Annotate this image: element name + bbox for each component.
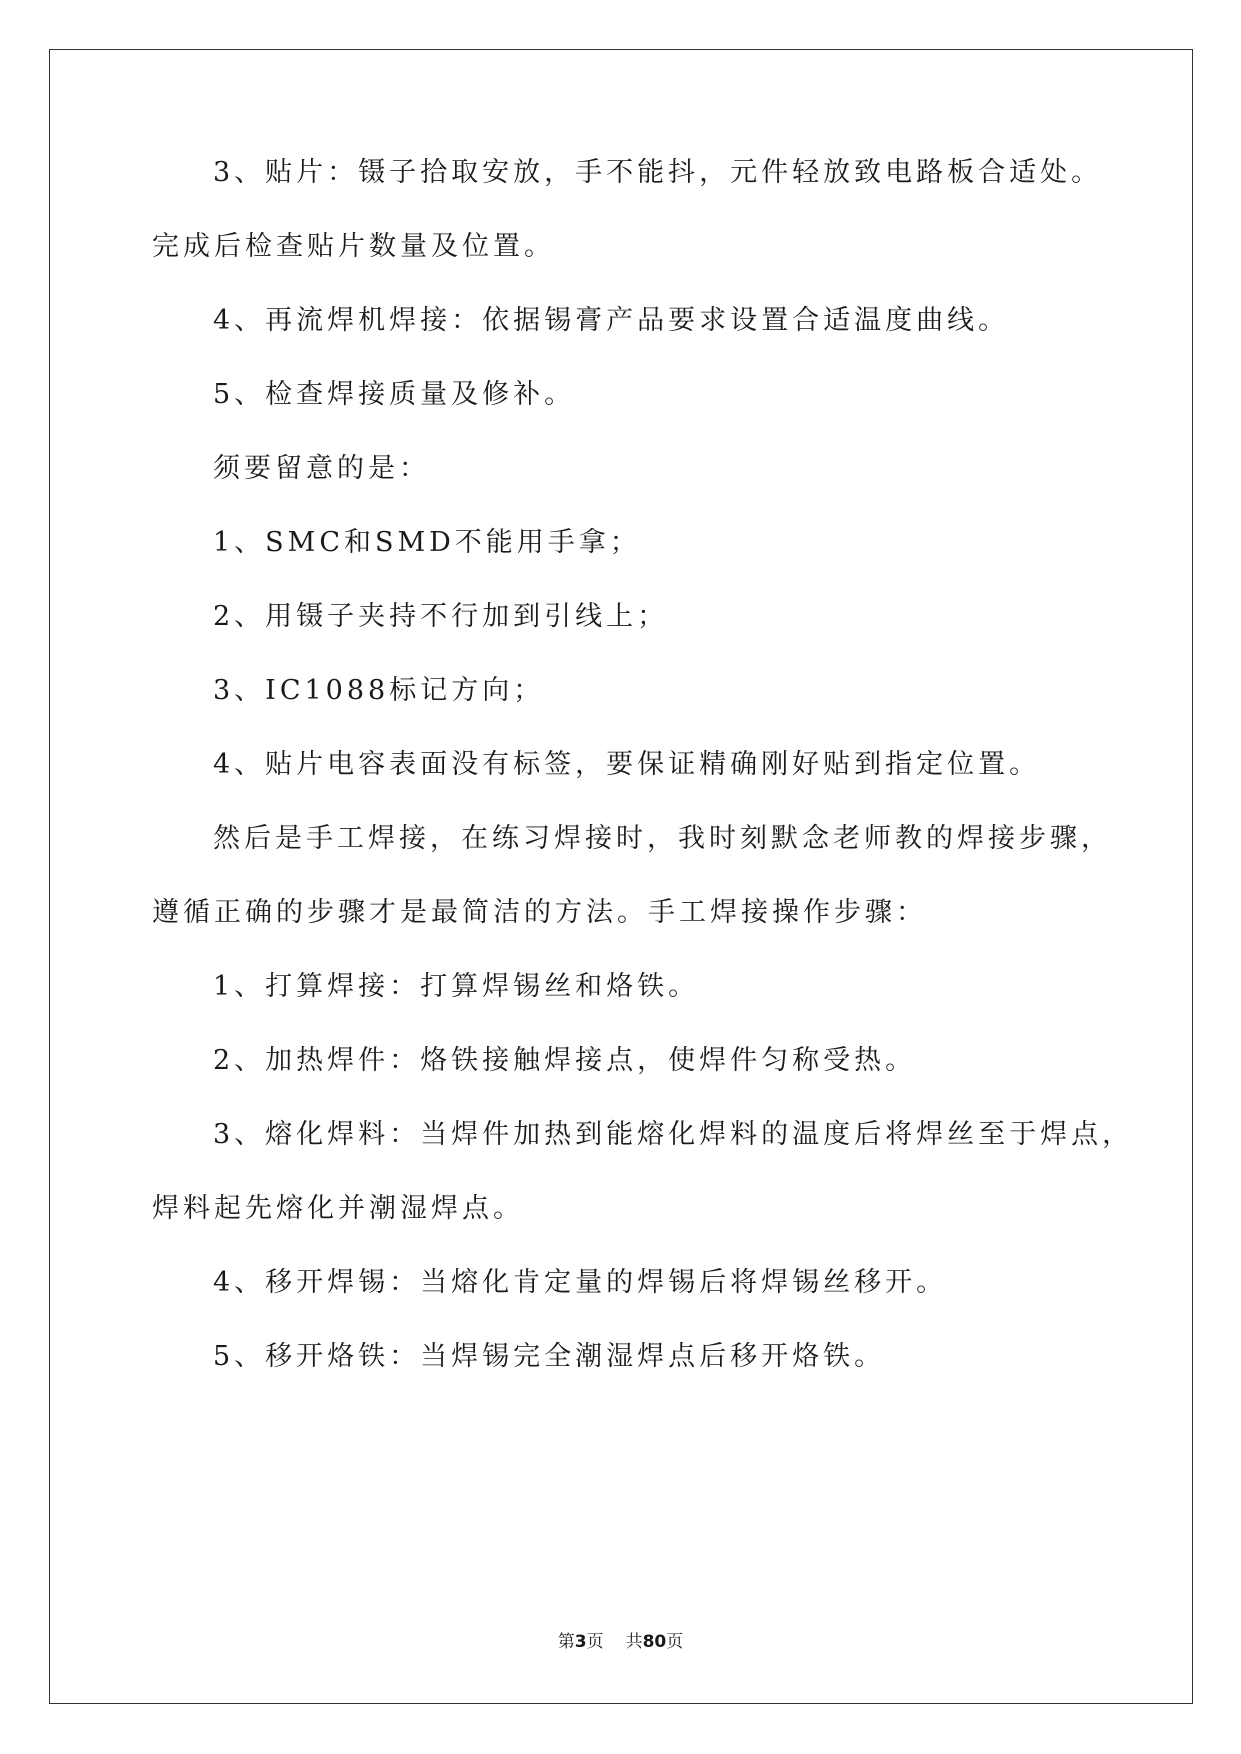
total-prefix: 共 — [625, 1632, 643, 1652]
page-border — [49, 49, 1193, 1704]
paragraph-line: 1、打算焊接：打算焊锡丝和烙铁。 — [213, 971, 700, 1002]
paragraph-line: 3、IC1088标记方向； — [213, 675, 545, 706]
paragraph-line: 然后是手工焊接，在练习焊接时，我时刻默念老师教的焊接步骤， — [213, 823, 1112, 854]
total-suffix: 页 — [666, 1632, 684, 1652]
page-footer — [0, 1631, 1241, 1653]
paragraph-line: 1、SMC和SMD不能用手拿； — [213, 527, 641, 558]
paragraph-line: 遵循正确的步骤才是最简洁的方法。手工焊接操作步骤： — [152, 897, 927, 928]
paragraph-line: 5、移开烙铁：当焊锡完全潮湿焊点后移开烙铁。 — [213, 1341, 886, 1372]
paragraph-line: 完成后检查贴片数量及位置。 — [152, 231, 555, 262]
paragraph-line: 3、贴片：镊子拾取安放，手不能抖，元件轻放致电路板合适处。 — [213, 157, 1103, 188]
page-number: 3 — [574, 1632, 587, 1652]
paragraph-line: 2、用镊子夹持不行加到引线上； — [213, 601, 669, 632]
paragraph-line: 5、检查焊接质量及修补。 — [213, 379, 576, 410]
paragraph-line: 4、再流焊机焊接：依据锡膏产品要求设置合适温度曲线。 — [213, 305, 1010, 336]
paragraph-line: 4、移开焊锡：当熔化肯定量的焊锡后将焊锡丝移开。 — [213, 1267, 948, 1298]
page-suffix: 页 — [586, 1632, 604, 1652]
paragraph-line: 焊料起先熔化并潮湿焊点。 — [152, 1193, 524, 1224]
paragraph-line: 4、贴片电容表面没有标签，要保证精确刚好贴到指定位置。 — [213, 749, 1041, 780]
paragraph-line: 3、熔化焊料：当焊件加热到能熔化焊料的温度后将焊丝至于焊点， — [213, 1119, 1134, 1150]
page-total: 80 — [642, 1632, 667, 1652]
paragraph-line: 须要留意的是： — [213, 453, 430, 484]
page-prefix: 第 — [557, 1632, 575, 1652]
paragraph-line: 2、加热焊件：烙铁接触焊接点，使焊件匀称受热。 — [213, 1045, 917, 1076]
